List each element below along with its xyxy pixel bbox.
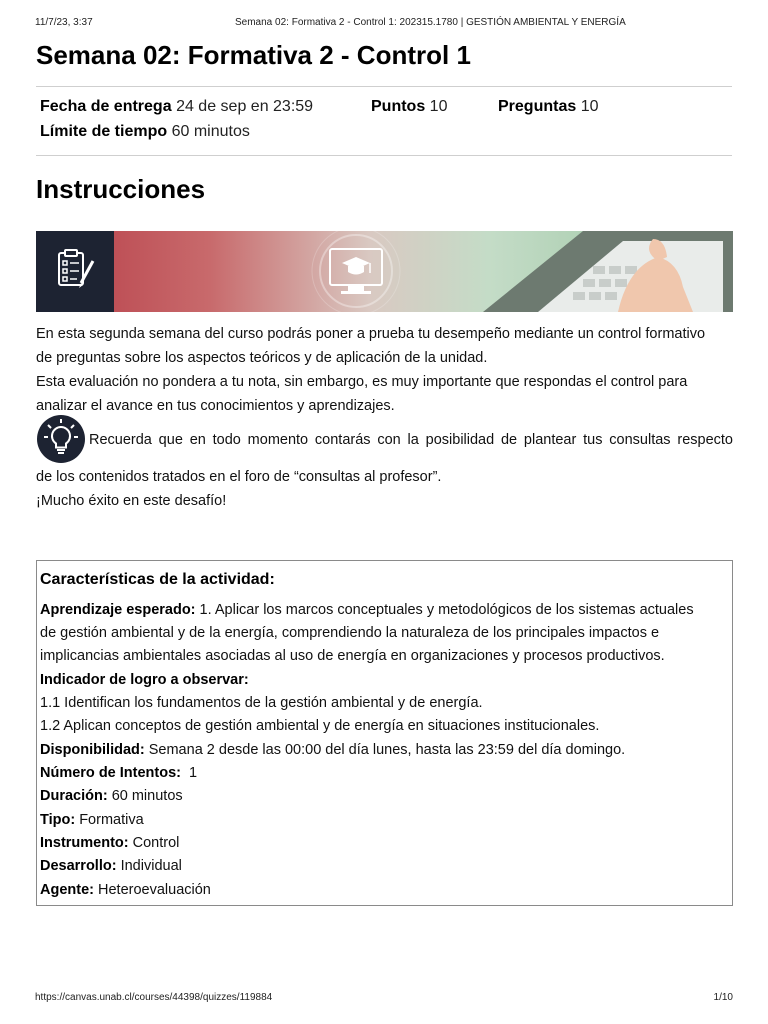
footer-url: https://canvas.unab.cl/courses/44398/quizzes/119884: [35, 992, 273, 1003]
due-date: [40, 98, 313, 116]
agent: [40, 879, 730, 902]
availability: [40, 739, 730, 762]
indicator-item-2: 1.2 Aplican conceptos de gestión ambiental y de energía en situaciones institucionales.: [40, 718, 600, 734]
tip-line-1: Recuerda que en todo momento contarás con la posibilidad de plantear tus consultas respecto: [89, 432, 733, 448]
intro-line-4: analizar el avance en tus conocimientos y aprendizajes.: [36, 398, 395, 414]
time-limit-label: Límite de tiempo: [40, 123, 168, 140]
print-header: [35, 17, 733, 31]
learning-outcome: [40, 599, 730, 622]
learning-line-2: de gestión ambiental y de la energía, comprendiendo la naturaleza de los principales impactos e: [40, 625, 660, 641]
divider: [36, 155, 732, 156]
development-value: Individual: [116, 858, 182, 874]
development: [40, 855, 730, 878]
indicator-heading: [40, 669, 730, 692]
closing-line: ¡Mucho éxito en este desafío!: [36, 493, 227, 509]
due-date-label: Fecha de entrega: [40, 98, 172, 115]
graduation-cap-monitor-icon: [286, 231, 426, 312]
points-value: 10: [429, 98, 448, 115]
time-limit: [40, 123, 250, 141]
type-value: Formativa: [75, 812, 144, 828]
instructions-banner: [36, 231, 733, 312]
instrument-label: Instrumento:: [40, 835, 129, 851]
activity-title: Características de la actividad:: [40, 571, 275, 588]
print-datetime: 11/7/23, 3:37: [35, 17, 93, 28]
indicator-item-1: 1.1 Identifican los fundamentos de la gestión ambiental y de energía.: [40, 695, 483, 711]
instrument-value: Control: [128, 835, 180, 851]
intro-line-2: de preguntas sobre los aspectos teóricos y de aplicación de la unidad.: [36, 350, 488, 366]
availability-value: Semana 2 desde las 00:00 del día lunes, hasta las 23:59 del día domingo.: [144, 742, 626, 758]
attempts-label: Número de Intentos:: [40, 765, 181, 781]
divider: [36, 86, 732, 87]
instructions-heading: Instrucciones: [36, 174, 206, 204]
duration-label: Duración:: [40, 788, 108, 804]
indicator-label: Indicador de logro a observar:: [40, 672, 249, 688]
learning-line-3: implicancias ambientales asociadas al uso de energía en organizaciones y procesos productivos.: [40, 648, 665, 664]
intro-line-3: Esta evaluación no pondera a tu nota, sin embargo, es muy importante que respondas el control para: [36, 374, 688, 390]
points-label: Puntos: [371, 98, 426, 115]
availability-label: Disponibilidad:: [40, 742, 145, 758]
questions-label: Preguntas: [498, 98, 577, 115]
intro-line-1: En esta segunda semana del curso podrás poner a prueba tu desempeño mediante un control formativo: [36, 326, 706, 342]
footer-page-number: 1/10: [713, 992, 733, 1003]
type-label: Tipo:: [40, 812, 76, 828]
print-doc-title: Semana 02: Formativa 2 - Control 1: 202315.1780 | GESTIÓN AMBIENTAL Y ENERGÍA: [235, 17, 626, 28]
tip-line-2: de los contenidos tratados en el foro de “consultas al profesor”.: [36, 469, 442, 485]
attempts-value: 1: [180, 765, 198, 781]
agent-label: Agente:: [40, 882, 94, 898]
due-date-value: 24 de sep en 23:59: [176, 98, 314, 115]
time-limit-value: 60 minutos: [171, 123, 250, 140]
checklist-icon: [53, 249, 97, 293]
attempts: [40, 762, 730, 785]
intro-paragraph: [36, 322, 733, 418]
page-title: Semana 02: Formativa 2 - Control 1: [36, 40, 471, 70]
lightbulb-icon: [37, 415, 85, 463]
learning-label: Aprendizaje esperado:: [40, 602, 196, 618]
tip-continuation: [36, 465, 733, 513]
agent-value: Heteroevaluación: [93, 882, 211, 898]
laptop-keyboard-image: [443, 231, 733, 312]
points: [371, 98, 447, 116]
duration: [40, 785, 730, 808]
development-label: Desarrollo:: [40, 858, 117, 874]
activity-characteristics-box: [36, 560, 733, 906]
questions-value: 10: [580, 98, 599, 115]
type: [40, 809, 730, 832]
instrument: [40, 832, 730, 855]
learning-line-1: 1. Aplicar los marcos conceptuales y metodológicos de los sistemas actuales: [195, 602, 694, 618]
duration-value: 60 minutos: [107, 788, 183, 804]
banner-icon-block: [36, 231, 114, 312]
questions: [498, 98, 599, 116]
